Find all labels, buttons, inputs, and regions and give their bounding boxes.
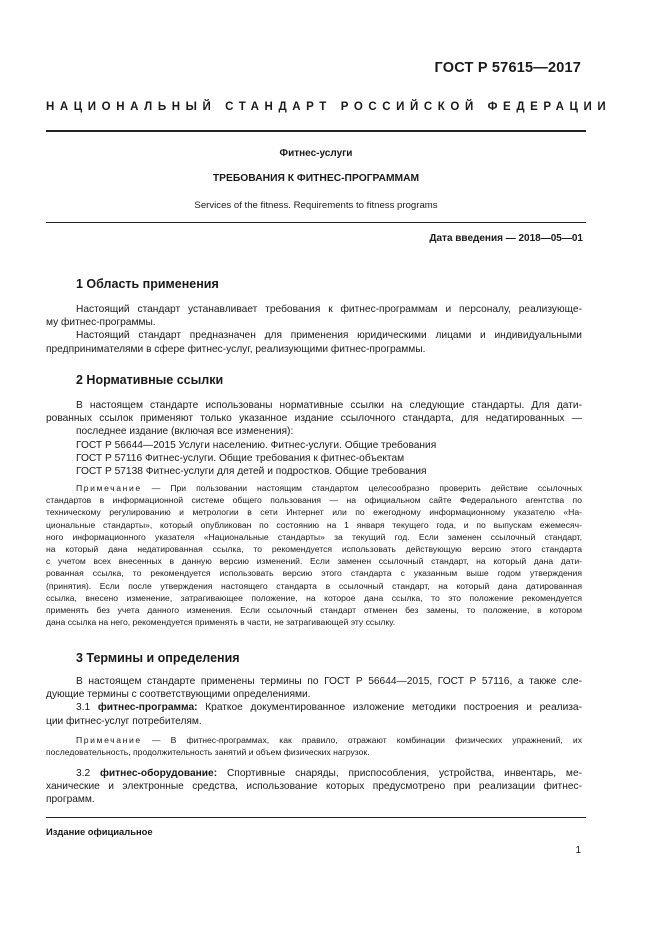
note-line: дана ссылка на него, рекомендуется применять в части, не затрагивающей эту ссылку. [46, 617, 396, 628]
note-line: циональные стандарты», который опубликован по состоянию на 1 января текущего года, и по выпускам ежемесяч- [46, 519, 582, 530]
standard-name: Фитнес-услуги [279, 148, 353, 159]
text-line: предпринимателями в сфере фитнес-услуг, реализующими фитнес-программы. [46, 343, 426, 355]
section-1-body [46, 303, 582, 356]
term-number: 3.1 [76, 702, 98, 714]
note-line [46, 734, 582, 746]
text-line: программ. [46, 794, 95, 806]
national-standard-title: НАЦИОНАЛЬНЫЙ СТАНДАРТ РОССИЙСКОЙ ФЕДЕРАЦИИ [46, 101, 612, 113]
note-line: рованная ссылка, то рекомендуется использовать версию этого стандарта с указанным выше годом утверждения [46, 568, 582, 579]
edition-label: Издание официальное [46, 826, 153, 837]
term-definition-line [46, 701, 582, 714]
term-name: фитнес-оборудование: [100, 768, 218, 779]
term-number: 3.2 [76, 768, 100, 779]
section-3-heading: 3 Термины и определения [76, 651, 240, 665]
section-3-term-2 [46, 767, 582, 807]
term-definition-line [46, 767, 582, 780]
page-number: 1 [575, 845, 581, 856]
text-line: В настоящем стандарте применены термины по ГОСТ Р 56644—2015, ГОСТ Р 57116, а также сле- [76, 676, 582, 687]
note-text: — При пользовании настоящим стандартом целесообразно проверить действие ссылочных [141, 483, 582, 493]
header-divider [46, 130, 586, 132]
title-divider [46, 222, 586, 223]
note-label: Примечание [76, 735, 142, 745]
note-line [46, 482, 582, 494]
text-line: В настоящем стандарте использованы нормативные ссылки на следующие стандарты. Для дати- [76, 400, 582, 411]
text-line: последнее издание (включая все изменения): [76, 426, 294, 438]
note-line: последовательность, продолжительность занятий и объем физических нагрузок. [46, 747, 370, 758]
section-1-heading: 1 Область применения [76, 277, 219, 291]
term-name: фитнес-программа: [97, 702, 198, 714]
note-line: стандартов в информационной системе общего пользования — на официальном сайте Федерального агентства по [46, 495, 582, 506]
note-line: применять без учета данного изменения. Если ссылочный стандарт отменен без замены, то положение, в котором [46, 605, 582, 616]
term-definition: Спортивные снаряды, приспособления, устройства, инвентарь, ме- [217, 768, 582, 779]
text-line: Настоящий стандарт предназначен для применения юридическими лицами и индивидуальными [76, 330, 582, 342]
section-2-heading: 2 Нормативные ссылки [76, 373, 224, 387]
note-line: на который дана недатированная ссылка, то рекомендуется использовать действующую версию этого стандарта [46, 544, 582, 555]
note-label: Примечание [76, 483, 142, 493]
text-line: ции фитнес-услуг потребителям. [46, 715, 202, 727]
standard-title: ТРЕБОВАНИЯ К ФИТНЕС-ПРОГРАММАМ [212, 173, 420, 184]
term-definition: Краткое документированное изложение методики построения и реализа- [197, 702, 582, 714]
text-line: ханические и электронные средства, использование которых предусмотрено при реализации фитнес- [46, 781, 582, 793]
text-line: му фитнес-программы. [46, 317, 156, 329]
footer-divider [46, 817, 586, 818]
text-line: Настоящий стандарт устанавливает требования к фитнес-программам и персоналу, реализующе- [76, 304, 582, 315]
text-line: дующие термины с соответствующими определениями. [46, 689, 311, 701]
reference-item: ГОСТ Р 57138 Фитнес-услуги для детей и подростков. Общие требования [76, 466, 427, 478]
note-line: (принятия). Если после утверждения настоящего стандарта в ссылочный стандарт, на который дана датированная [46, 580, 582, 591]
note-line: ного информационного указателя «Национальные стандарты» за текущий год. Если заменен ссылочный стандарт, [46, 531, 582, 542]
standard-english-title: Services of the fitness. Requirements to fitness programs [194, 200, 438, 211]
note-line: ссылка, внесено изменение, затрагивающее положение, на которое дана ссылка, то это положение рекомендуется [46, 592, 582, 603]
section-3-body [46, 675, 582, 728]
note-text: — В фитнес-программах, как правило, отражают комбинации физических упражнений, их [141, 735, 582, 745]
reference-item: ГОСТ Р 57116 Фитнес-услуги. Общие требования к фитнес-объектам [76, 452, 405, 464]
text-line: рованных ссылок применяют только указанное издание ссылочного стандарта, для недатированных — [46, 413, 582, 425]
section-3-note [46, 734, 582, 758]
note-line: с учетом всех внесенных в данную версию изменений. Если заменен ссылочный стандарт, на который дана дати- [46, 556, 582, 567]
note-line: техническому регулированию и метрологии в сети Интернет или по ежегодному информационному указателю «На- [46, 507, 582, 518]
gost-number: ГОСТ Р 57615—2017 [434, 60, 581, 76]
intro-date: Дата введения — 2018—05—01 [429, 233, 583, 244]
section-2-body [46, 399, 582, 478]
section-2-note [46, 482, 582, 628]
reference-item: ГОСТ Р 56644—2015 Услуги населению. Фитнес-услуги. Общие требования [76, 439, 437, 451]
